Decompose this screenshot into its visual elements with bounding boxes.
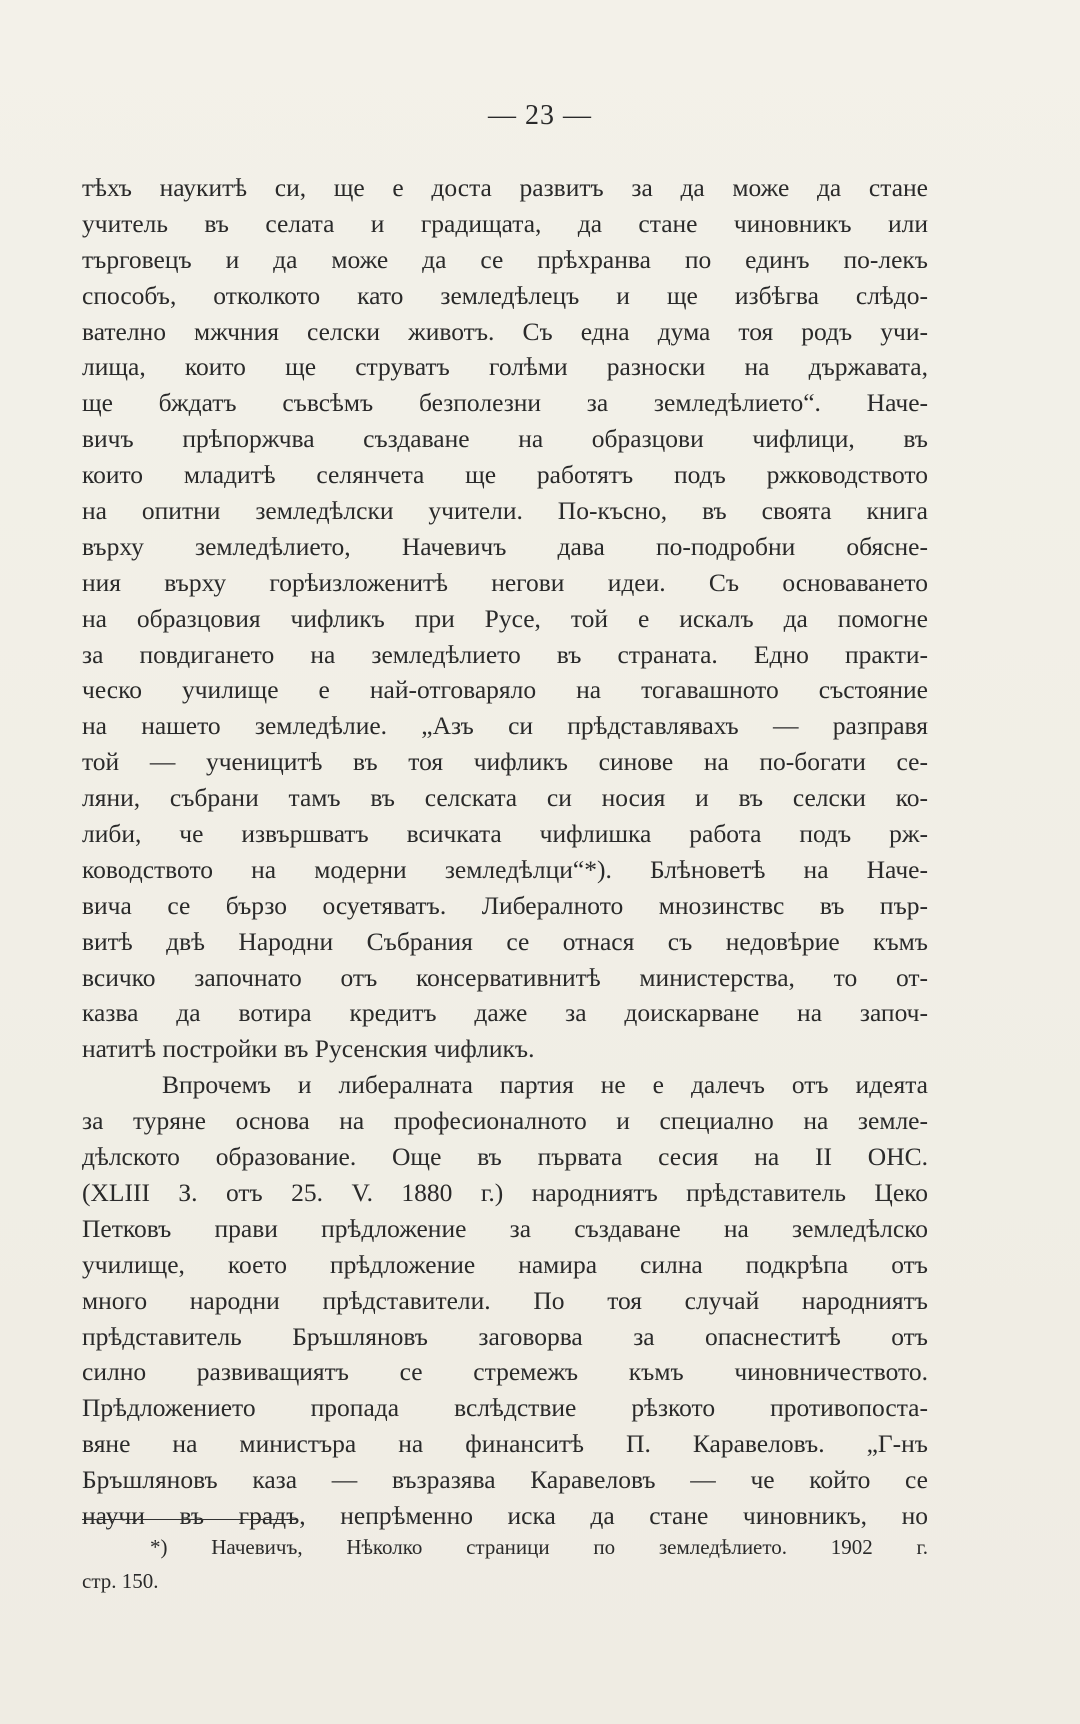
text-line: търговецъ и да може да се прѣхранва по единъ по-лекъ xyxy=(82,244,928,274)
text-line: ческо училище е най-отговаряло на тогавашното състояние xyxy=(82,675,928,705)
text-line: които младитѣ селянчета ще работятъ подъ ржководството xyxy=(82,460,928,490)
text-line: за повдигането на земледѣлието въ страната. Едно практи- xyxy=(82,639,928,669)
text-line: Прѣдложението пропада вслѣдствие рѣзкото противопоста- xyxy=(82,1393,928,1423)
body-text xyxy=(82,170,928,1534)
text-line: вичъ прѣпоржчва създаване на образцови чифлици, въ xyxy=(82,424,928,454)
text-line: всичко започнато отъ консервативнитѣ министерства, то от- xyxy=(82,962,928,992)
page-number: — 23 — xyxy=(488,100,592,131)
text-line: Петковъ прави прѣдложение за създаване на земледѣлско xyxy=(82,1213,928,1243)
text-line: на образцовия чифликъ при Русе, той е искалъ да помогне xyxy=(82,603,928,633)
text-line: на опитни земледѣлски учители. По-късно, въ своята книга xyxy=(82,496,928,526)
text-line: либи, че извършватъ всичката чифлишка работа подъ рж- xyxy=(82,819,928,849)
text-line: лища, които ще струватъ голѣми разноски на държавата, xyxy=(82,352,928,382)
text-line: вяне на министъра на финанситѣ П. Каравеловъ. „Г-нъ xyxy=(82,1429,928,1459)
text-line: учитель въ селата и градищата, да стане чиновникъ или xyxy=(82,208,928,238)
text-line: ще бждатъ съвсѣмъ безполезни за земледѣлието“. Наче- xyxy=(82,388,928,418)
text-line: прѣдставитель Бръшляновъ заговорва за опаснеститѣ отъ xyxy=(82,1321,928,1351)
text-line: той — ученицитѣ въ тоя чифликъ синове на по-богати се- xyxy=(82,747,928,777)
text-line: Бръшляновъ каза — възразява Каравеловъ — че който се xyxy=(82,1465,928,1495)
text-line: ния върху горѣизложенитѣ негови идеи. Съ основаването xyxy=(82,567,928,597)
text-line: способъ, отколкото като земледѣлецъ и ще избѣгва слѣдо- xyxy=(82,280,928,310)
text-line: научи въ градъ, непрѣменно иска да стане чиновникъ, но xyxy=(82,1500,928,1530)
text-line: върху земледѣлието, Начевичъ дава по-подробни обясне- xyxy=(82,531,928,561)
text-line: много народни прѣдставители. По тоя случай народниятъ xyxy=(82,1285,928,1315)
footnote-divider xyxy=(82,1519,297,1520)
text-line: на нашето земледѣлие. „Азъ си прѣдставлявахъ — разправя xyxy=(82,711,928,741)
paragraph-start-line: Впрочемъ и либералната партия не е далечъ отъ идеята xyxy=(162,1070,928,1100)
text-line: вича се бързо осуетяватъ. Либералното мнозинствс въ пър- xyxy=(82,890,928,920)
text-line: училище, което прѣдложение намира силна подкрѣпа отъ xyxy=(82,1249,928,1279)
text-line: дѣлското образование. Още въ първата сесия на II ОНС. xyxy=(82,1142,928,1172)
text-line: за туряне основа на професионалното и специално на земле- xyxy=(82,1106,928,1136)
text-line: ляни, събрани тамъ въ селската си носия и въ селски ко- xyxy=(82,783,928,813)
text-line: тѣхъ наукитѣ си, ще е доста развитъ за да може да стане xyxy=(82,173,928,202)
paragraph-end-line: натитѣ постройки въ Русенския чифликъ. xyxy=(82,1034,535,1064)
text-line: вателно мжчния селски животъ. Съ една дума тоя родъ учи- xyxy=(82,316,928,346)
text-line: ководството на модерни земледѣлци“*). Блѣноветѣ на Наче- xyxy=(82,854,928,884)
footnote-line: *) Начевичъ, Нѣколко страници по земледѣлието. 1902 г. xyxy=(150,1535,928,1559)
text-line: силно развиващиятъ се стремежъ къмъ чиновничеството. xyxy=(82,1357,928,1387)
text-line: казва да вотира кредитъ даже за доискарване на започ- xyxy=(82,998,928,1028)
footnote-line: стр. 150. xyxy=(82,1569,159,1593)
footnotes xyxy=(82,1530,928,1598)
text-line: витѣ двѣ Народни Събрания се отнася съ недовѣрие къмъ xyxy=(82,926,928,956)
text-line: (XLIII З. отъ 25. V. 1880 г.) народниятъ прѣдставитель Цеко xyxy=(82,1177,928,1207)
